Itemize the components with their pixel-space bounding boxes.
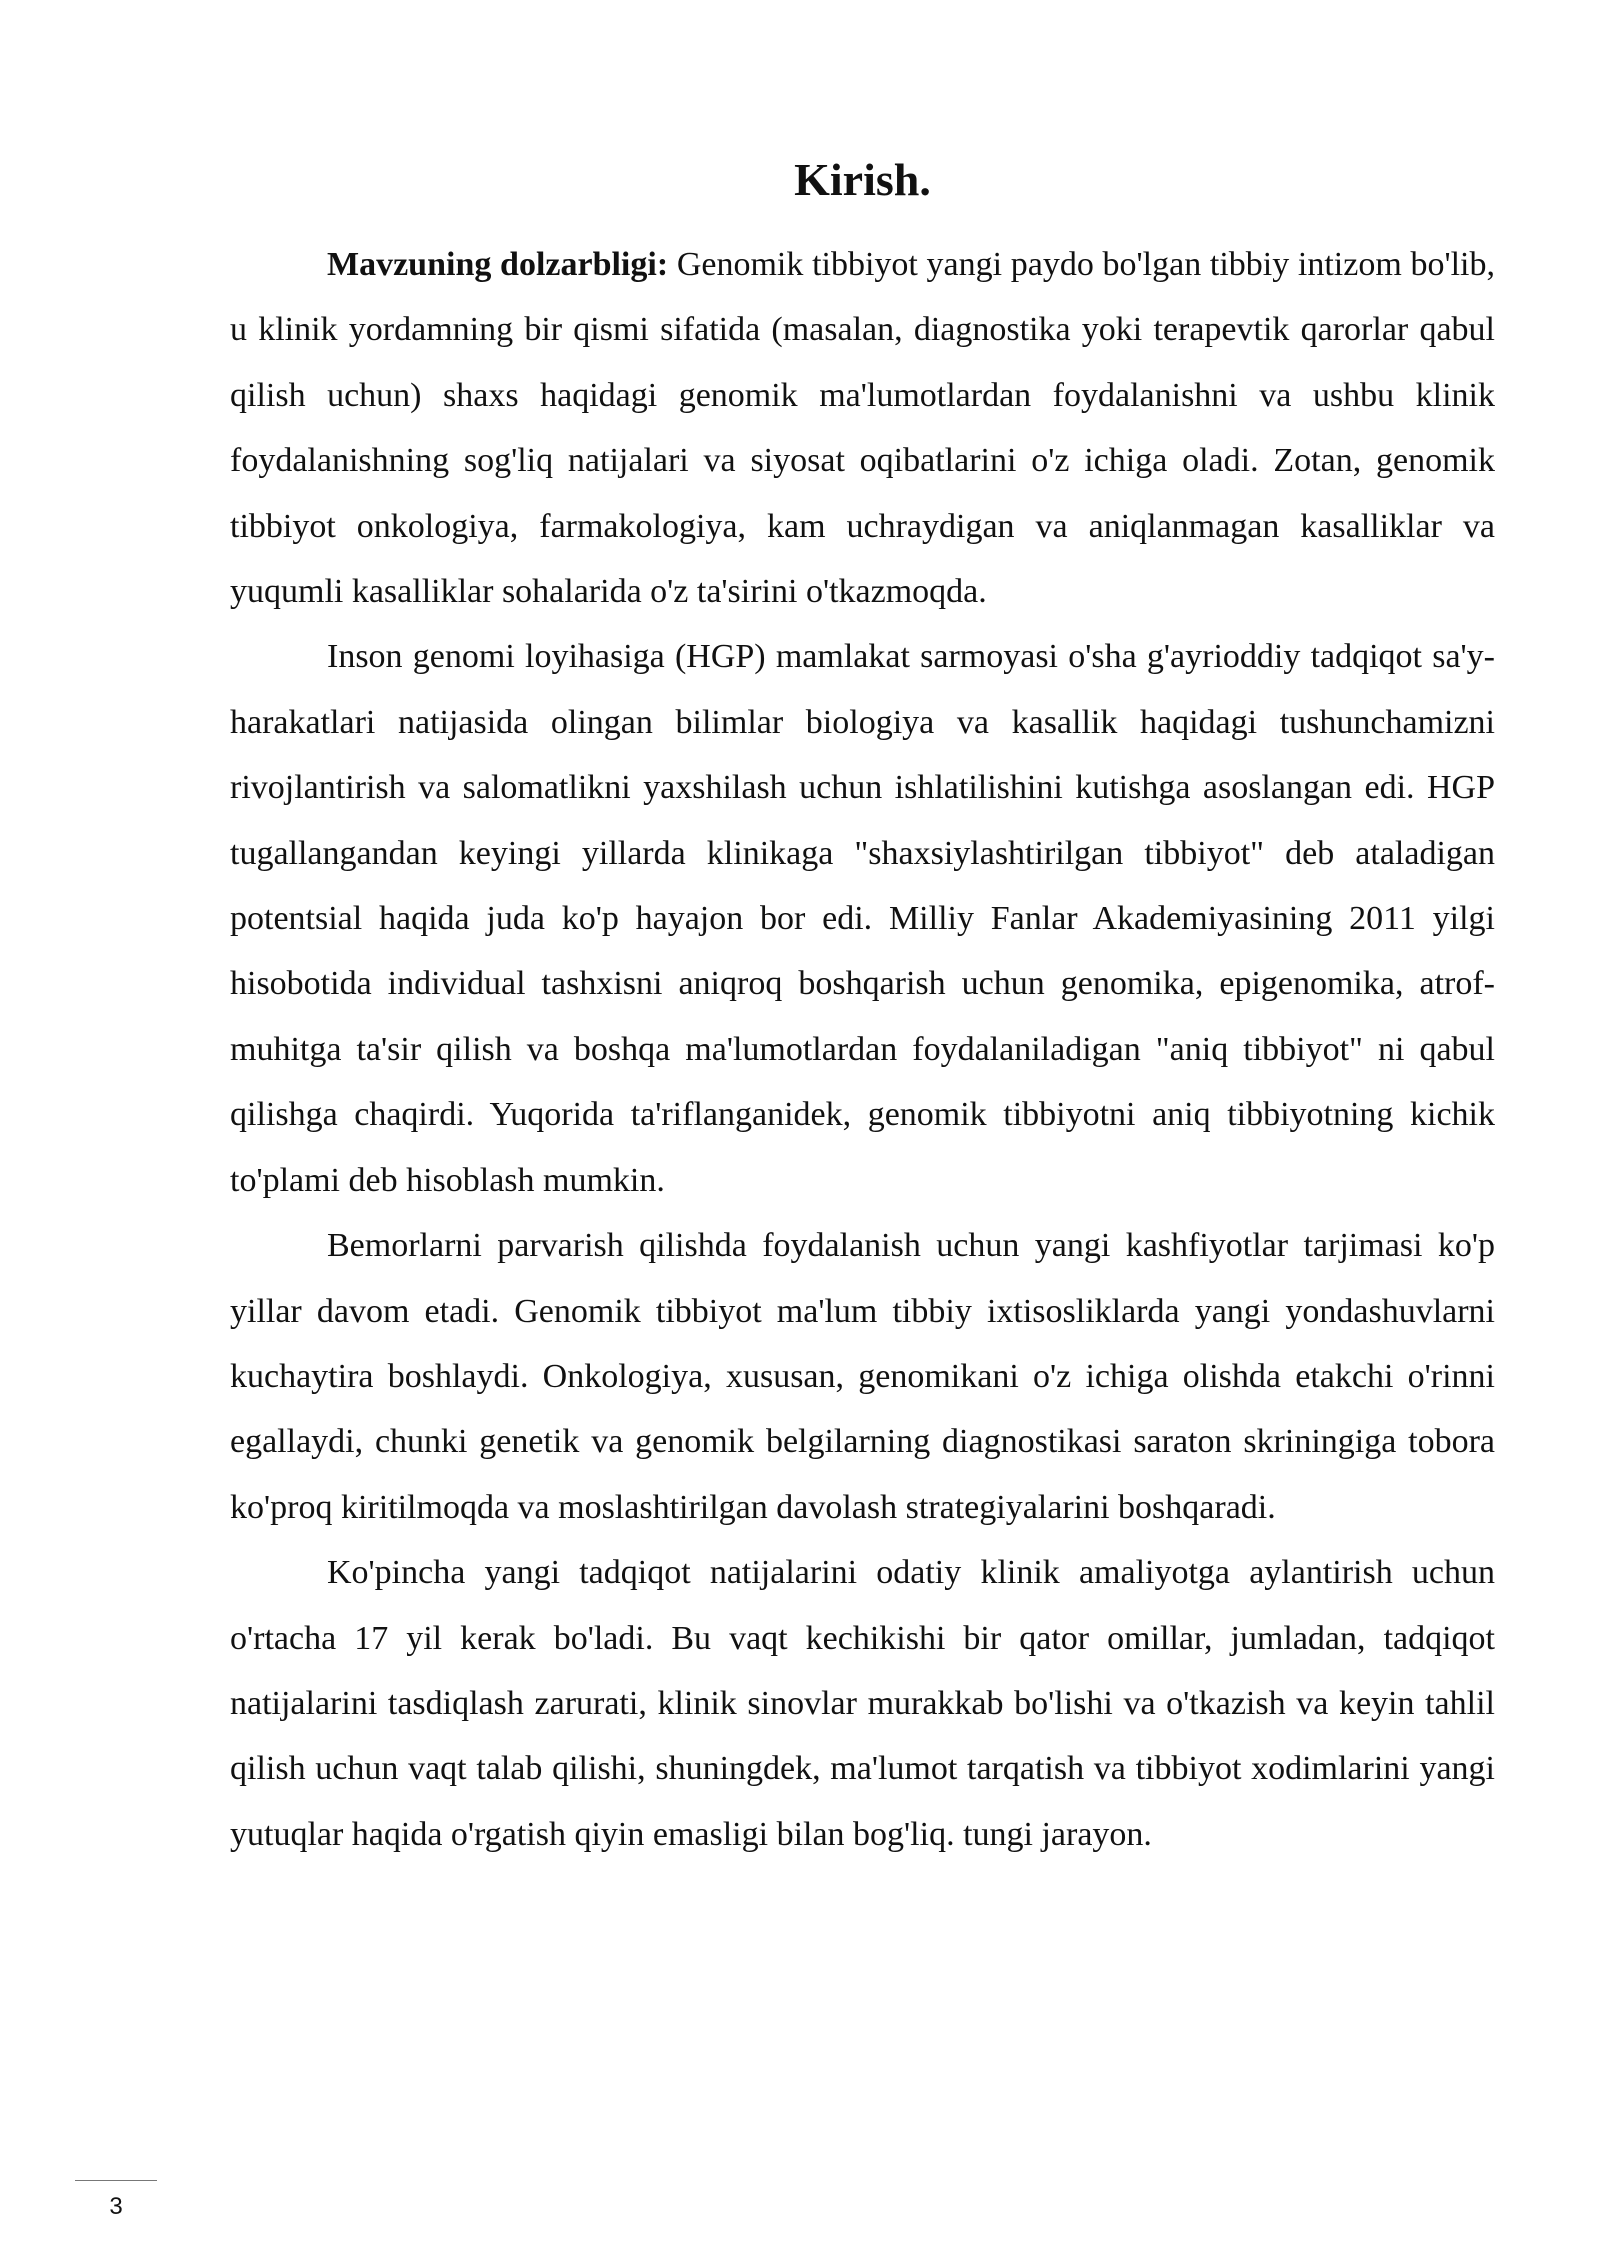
footer-divider bbox=[75, 2180, 157, 2181]
body-text bbox=[230, 232, 1495, 1867]
paragraph-hgp: Inson genomi loyihasiga (HGP) mamlakat sarmoyasi o'sha g'ayrioddiy tadqiqot sa'y-harakatlari natijasida olingan bilimlar biologiya va kasallik haqidagi tushunchamizni rivojlantirish va salomatlikni yaxshilash uchun ishlatilishini kutishga asoslangan edi. HGP tugallangandan keyingi yillarda klinikaga "shaxsiylashtirilgan tibbiyot" deb ataladigan potentsial haqida juda ko'p hayajon bor edi. Milliy Fanlar Akademiyasining 2011 yilgi hisobotida individual tashxisni aniqroq boshqarish uchun genomika, epigenomika, atrof-muhitga ta'sir qilish va boshqa ma'lumotlardan foydalaniladigan "aniq tibbiyot" ni qabul qilishga chaqirdi. Yuqorida ta'riflanganidek, genomik tibbiyotni aniq tibbiyotning kichik to'plami deb hisoblash mumkin. bbox=[230, 638, 1495, 1199]
paragraph-translation: Bemorlarni parvarish qilishda foydalanish uchun yangi kashfiyotlar tarjimasi ko'p yillar davom etadi. Genomik tibbiyot ma'lum tibbiy ixtisosliklarda yangi yondashuvlarni kuchaytira boshlaydi. Onkologiya, xususan, genomikani o'z ichiga olishda etakchi o'rinni egallaydi, chunki genetik va genomik belgilarning diagnostikasi saraton skriningiga tobora ko'proq kiritilmoqda va moslashtirilgan davolash strategiyalarini boshqaradi. bbox=[230, 1227, 1495, 1526]
paragraph-lead: Mavzuning dolzarbligi: bbox=[327, 246, 669, 283]
page-number: 3 bbox=[109, 2193, 123, 2220]
paragraph-text: Genomik tibbiyot yangi paydo bo'lgan tibbiy intizom bo'lib, u klinik yordamning bir qismi sifatida (masalan, diagnostika yoki terapevtik qarorlar qabul qilish uchun) shaxs haqidagi genomik ma'lumotlardan foydalanishni va ushbu klinik foydalanishning sog'liq natijalari va siyosat oqibatlarini o'z ichiga oladi. Zotan, genomik tibbiyot onkologiya, farmakologiya, kam uchraydigan va aniqlanmagan kasalliklar va yuqumli kasalliklar sohalarida o'z ta'sirini o'tkazmoqda. bbox=[230, 246, 1495, 611]
paragraph-relevance bbox=[230, 232, 1495, 624]
page-title: Kirish. bbox=[794, 154, 931, 205]
paragraph-time-lag: Ko'pincha yangi tadqiqot natijalarini odatiy klinik amaliyotga aylantirish uchun o'rtacha 17 yil kerak bo'ladi. Bu vaqt kechikishi bir qator omillar, jumladan, tadqiqot natijalarini tasdiqlash zarurati, klinik sinovlar murakkab bo'lishi va o'tkazish va keyin tahlil qilish uchun vaqt talab qilishi, shuningdek, ma'lumot tarqatish va tibbiyot xodimlarini yangi yutuqlar haqida o'rgatish qiyin emasligi bilan bog'liq. tungi jarayon. bbox=[230, 1554, 1495, 1853]
